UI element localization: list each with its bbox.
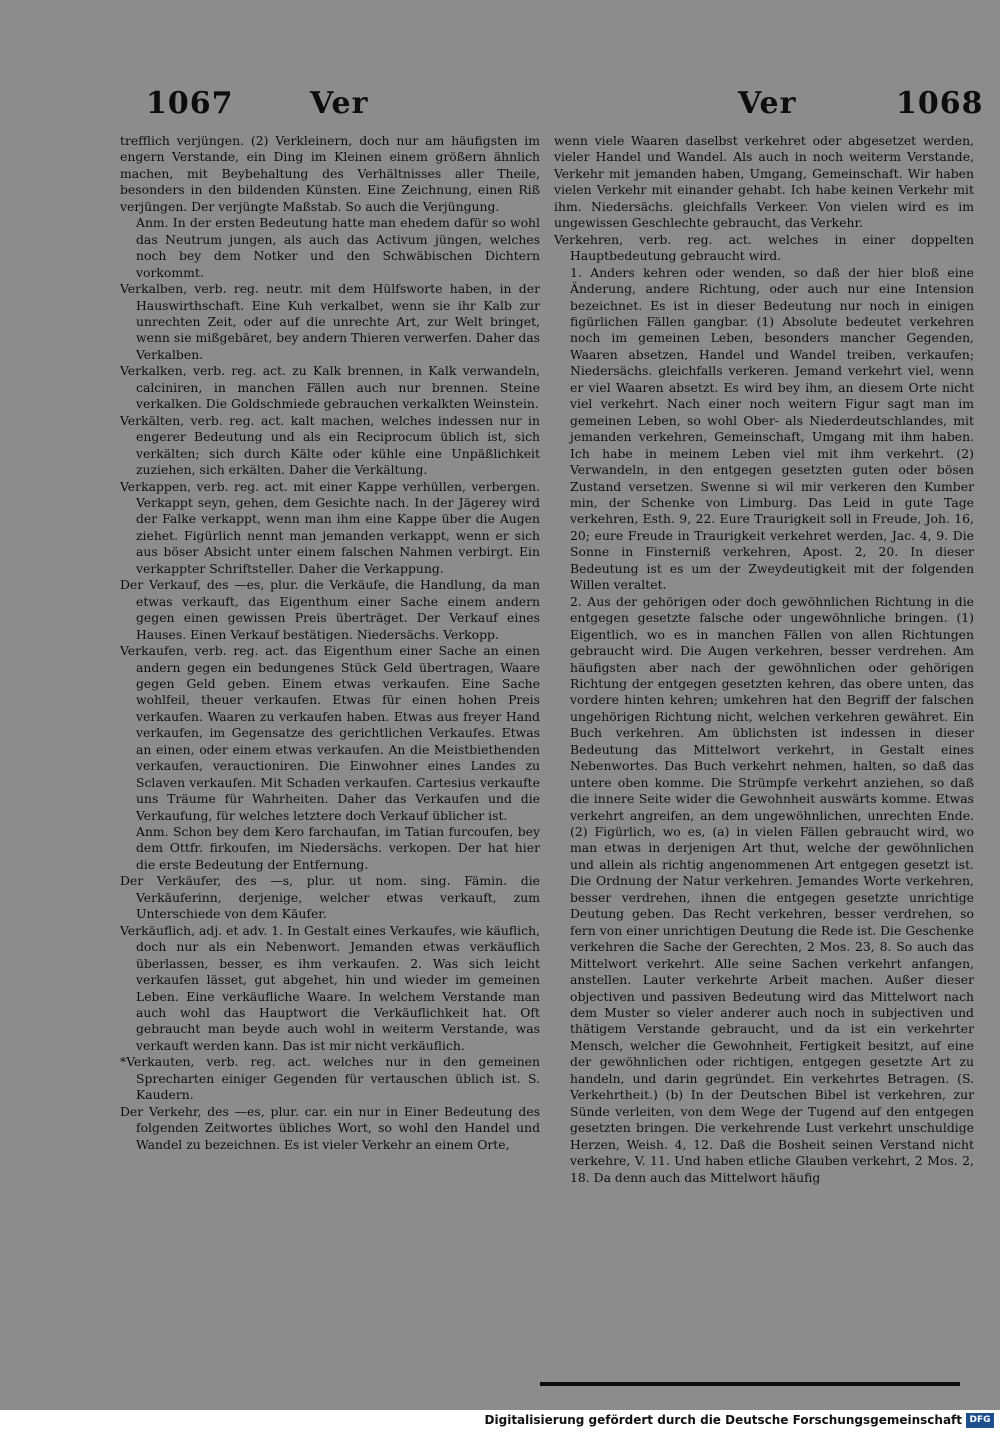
dictionary-paragraph: Anm. In der ersten Bedeutung hatte man ehedem dafür so wohl das Neutrum jungen, als auch das Activum jüngen, welches noch bey dem Notker und den Schwäbischen Dichtern vorkommt. [136,215,540,280]
dictionary-paragraph: 1. Anders kehren oder wenden, so daß der hier bloß eine Änderung, andere Richtung, oder auch nur eine Intension bezeichnet. Es ist in dieser Bedeutung nur noch in einigen figürlichen Fällen gangbar. (1) Absolute bedeutet verkehren noch im gemeinen Leben, besonders mancher Gegenden, Waaren absetzen, Handel und Wandel treiben, verkaufen; Niedersächs. gleichfalls verkeren. Jemand verkehrt viel, wenn er viel Waaren absetzt. Es wird bey ihm, an diesem Orte nicht viel verkehrt. Nach einer noch weitern Figur sagt man im gemeinen Leben, so wohl Ober- als Niederdeutschlandes, mit jemanden verkehren, Gemeinschaft, Umgang mit ihm haben. Ich habe in meinem Leben viel mit ihm verkehrt. (2) Verwandeln, in den entgegen gesetzten guten oder bösen Zustand versetzen. Swenne si wil mir verkeren den Kumber min, der Schenke von Limburg. Das Leid in gute Tage verkehren, Esth. 9, 22. Eure Traurigkeit soll in Freude, Joh. 16, 20; eure Freude in Traurigkeit verkehret werden, Jac. 4, 9. Die Sonne in Finsterniß verkehren, Apost. 2, 20. In dieser Bedeutung ist es um der Zweydeutigkeit mit der folgenden Willen veraltet. [570,264,974,593]
dfg-logo: DFG [966,1413,994,1428]
dictionary-paragraph: Verkalken, verb. reg. act. zu Kalk brennen, in Kalk verwandeln, calciniren, in manchen Fällen auch nur brennen. Steine verkalken. Die Goldschmiede gebrauchen verkalkten Weinstein. [120,363,540,412]
dictionary-paragraph: Verkälten, verb. reg. act. kalt machen, welches indessen nur in engerer Bedeutung und als ein Reciprocum üblich ist, sich verkälten; sich durch Kälte oder kühle eine Unpäßlichkeit zuziehen, sich erkälten. Daher die Verkältung. [120,412,540,478]
running-head-left: Ver [310,86,369,121]
dictionary-paragraph: Verkäuflich, adj. et adv. 1. In Gestalt eines Verkaufes, wie käuflich, doch nur als ein Nebenwort. Jemanden etwas verkäuflich überlassen, besser, es ihm verkaufen. 2. Was sich leicht verkaufen lässet, gut abgehet, hin und wieder im gemeinen Leben. Eine verkäufliche Waare. In welchem Verstande man auch wohl das Hauptwort die Verkäuflichkeit hat. Oft gebraucht man beyde auch wohl in weiterm Verstande, was verkauft werden kann. Das ist mir nicht verkäuflich. [120,922,540,1053]
dictionary-paragraph: wenn viele Waaren daselbst verkehret oder abgesetzet werden, vieler Handel und Wandel. Als auch in noch weiterm Verstande, Verkehr mit jemanden haben, Umgang, Gemeinschaft. Wir haben vielen Verkehr mit einander gehabt. Ich habe keinen Verkehr mit ihm. Niedersächs. gleichfalls Verkeer. Von vielen wird es im ungewissen Geschlechte gebraucht, das Verkehr. [554,133,974,231]
dictionary-paragraph: 2. Aus der gehörigen oder doch gewöhnlichen Richtung in die entgegen gesetzte falsche oder ungewöhnliche bringen. (1) Eigentlich, wo es in manchen Fällen von allen Richtungen gebraucht wird. Die Augen verkehren, besser verdrehen. Am häufigsten aber nach der gewöhnlichen oder gehörigen Richtung der entgegen gesetzten kehren, das obere unten, das vordere hinten kehren; umkehren hat den Begriff der falschen ungehörigen Richtung nicht, welchen verkehren gewähret. Ein Buch verkehren. Am üblichsten ist indessen in dieser Bedeutung das Mittelwort verkehrt, in Gestalt eines Nebenwortes. Das Buch verkehrt nehmen, halten, so daß das untere oben komme. Die Strümpfe verkehrt anziehen, so daß die innere Seite wider die Gewohnheit auswärts komme. Etwas verkehrt angreifen, an dem ungewöhnlichen, unrechten Ende. (2) Figürlich, wo es, (a) in vielen Fällen gebraucht wird, wo man etwas in derjenigen Art thut, welche der gewöhnlichen und allein als richtig angenommenen Art entgegen gesetzt ist. Die Ordnung der Natur verkehren. Jemandes Worte verkehren, besser verdrehen, ihnen die entgegen gesetzte unrichtige Deutung geben. Das Recht verkehren, besser verdrehen, so fern von einer unrichtigen Deutung die Rede ist. Die Geschenke verkehren die Sache der Gerechten, 2 Mos. 23, 8. So auch das Mittelwort verkehrt. Alle seine Sachen verkehrt anfangen, anstellen. Lauter verkehrte Arbeit machen. Außer dieser objectiven und passiven Bedeutung wird das Mittelwort nach dem Muster so vieler anderer auch noch in subjectiven und thätigem Verstande gebraucht, und da ist ein verkehrter Mensch, welcher die Gewohnheit, Fertigkeit besitzt, auf eine der gewöhnlichen oder richtigen, entgegen gesetzte Art zu handeln, und darin gegründet. Ein verkehrtes Betragen. (S. Verkehrtheit.) (b) In der Deutschen Bibel ist verkehren, zur Sünde verleiten, von dem Wege der Tugend auf den entgegen gesetzten bringen. Die verkehrende Lust verkehrt unschuldige Herzen, Weish. 4, 12. Daß die Bosheit seinen Verstand nicht verkehre, V. 11. Und haben etliche Glauben verkehrt, 2 Mos. 2, 18. Da denn auch das Mittelwort häufig [570,593,974,1185]
running-head-right: Ver [738,86,797,121]
column-end-rule [540,1382,960,1386]
dictionary-paragraph: Der Verkauf, des —es, plur. die Verkäufe, die Handlung, da man etwas verkauft, das Eigenthum einer Sache einem andern gegen einen gewissen Preis überträget. Der Verkauf eines Hauses. Einen Verkauf bestätigen. Niedersächs. Verkopp. [120,577,540,642]
dictionary-paragraph: Anm. Schon bey dem Kero farchaufan, im Tatian furcoufen, bey dem Ottfr. firkoufen, im Niedersächs. verkopen. Der hat hier die erste Bedeutung der Entfernung. [136,824,540,872]
dictionary-paragraph: Verkappen, verb. reg. act. mit einer Kappe verhüllen, verbergen. Verkappt seyn, gehen, dem Gesichte nach. In der Jägerey wird der Falke verkappt, wenn man ihm eine Kappe über die Augen ziehet. Figürlich nennt man jemanden verkappt, wenn er sich aus böser Absicht unter einem falschen Nahmen verbirgt. Ein verkappter Schriftsteller. Daher die Verkappung. [120,478,540,576]
funding-notice: Digitalisierung gefördert durch die Deutsche Forschungsgemeinschaft [484,1413,962,1427]
page-number-left: 1067 [146,86,234,121]
right-text-column [554,133,974,1186]
dictionary-paragraph: Verkaufen, verb. reg. act. das Eigenthum einer Sache an einen andern gegen ein bedungenes Stück Geld übertragen, Waare gegen Geld geben. Einem etwas verkaufen. Eine Sache wohlfeil, theuer verkaufen. Etwas für einen hohen Preis verkaufen. Waaren zu verkaufen haben. Etwas aus freyer Hand verkaufen, im Gegensatze des gerichtlichen Verkaufes. Etwas an einen, oder einem etwas verkaufen. An die Meistbiethenden verkaufen, verauctioniren. Die Einwohner eines Landes zu Sclaven verkaufen. Mit Schaden verkaufen. Cartesius verkaufte uns Träume für Wahrheiten. Daher das Verkaufen und die Verkaufung, für welches letztere doch Verkauf üblicher ist. [120,643,540,823]
dictionary-paragraph: *Verkauten, verb. reg. act. welches nur in den gemeinen Sprecharten einiger Gegenden für vertauschen üblich ist. S. Kaudern. [120,1054,540,1103]
dictionary-paragraph: Der Verkehr, des —es, plur. car. ein nur in Einer Bedeutung des folgenden Zeitwortes übliches Wort, so wohl den Handel und Wandel zu bezeichnen. Es ist vieler Verkehr an einem Orte, [120,1103,540,1152]
dictionary-paragraph: Der Verkäufer, des —s, plur. ut nom. sing. Fämin. die Verkäuferinn, derjenige, welcher etwas verkauft, zum Unterschiede von dem Käufer. [120,873,540,922]
dictionary-paragraph: Verkehren, verb. reg. act. welches in einer doppelten Hauptbedeutung gebraucht wird. [554,231,974,264]
dictionary-paragraph: trefflich verjüngen. (2) Verkleinern, doch nur am häufigsten im engern Verstande, ein Ding im Kleinen einem größern ähnlich machen, mit Beybehaltung des Verhältnisses aller Theile, besonders in den bildenden Künsten. Eine Zeichnung, einen Riß verjüngen. Der verjüngte Maßstab. So auch die Verjüngung. [120,133,540,214]
page-number-right: 1068 [896,86,984,121]
funding-footer [0,1410,1000,1432]
left-text-column [120,133,540,1153]
dictionary-paragraph: Verkalben, verb. reg. neutr. mit dem Hülfsworte haben, in der Hauswirthschaft. Eine Kuh verkalbet, wenn sie ihr Kalb zur unrechten Zeit, oder auf die unrechte Art, zur Welt bringet, wenn sie mißgebäret, bey andern Thieren verwerfen. Daher das Verkalben. [120,281,540,362]
